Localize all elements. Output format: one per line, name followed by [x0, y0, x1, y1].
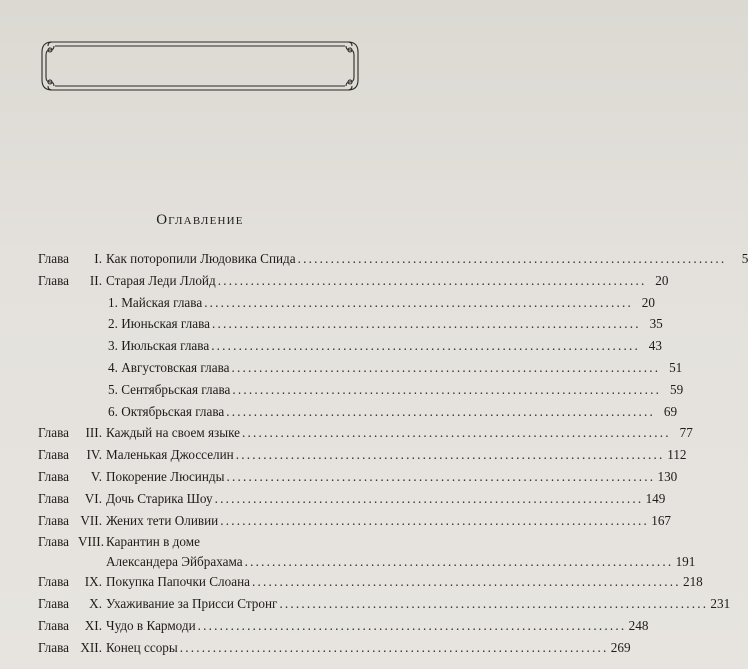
chapter-number: X.: [89, 596, 102, 612]
dot-leader: ..............................................................................: [297, 251, 727, 266]
page-number: 43: [648, 338, 662, 354]
toc-entry-10: [38, 593, 731, 615]
page-number: 248: [628, 617, 649, 633]
toc-entry-11: [38, 615, 649, 637]
toc-entry-8: [38, 531, 696, 571]
dot-leader: ..............................................................................: [242, 425, 671, 441]
page-number: 112: [667, 447, 687, 463]
page-number: 20: [641, 294, 655, 310]
dot-leader: ..............................................................................: [220, 512, 650, 528]
chapter-title-line2-row: [106, 551, 695, 572]
chapter-title: Дочь Старика Шоу: [106, 490, 213, 506]
chapter-word: Глава: [38, 447, 69, 463]
toc-entry-2: [38, 270, 669, 292]
chapter-title-line2: Александера Эйбрахама: [106, 554, 243, 570]
chapter-title-line1: Карантин в доме: [106, 534, 200, 550]
chapter-word: Глава: [38, 574, 69, 590]
chapter-number: III.: [85, 425, 102, 441]
chapter-number: V.: [90, 468, 102, 484]
toc-entry-12: [38, 637, 631, 659]
page-number: 269: [610, 639, 631, 655]
dot-leader: ..............................................................................: [244, 554, 674, 570]
toc-entry-5: [38, 466, 678, 488]
subchapter-title: 5. Сентябрьская глава: [108, 381, 231, 397]
dot-leader: ..............................................................................: [226, 468, 656, 484]
toc-entry-3: [38, 422, 693, 444]
chapter-title: Конец ссоры: [106, 639, 178, 655]
chapter-word: Глава: [38, 425, 69, 441]
dot-leader: ..............................................................................: [204, 294, 633, 310]
page-number: 130: [657, 468, 678, 484]
dot-leader: ..............................................................................: [279, 596, 709, 612]
page-number: 51: [669, 359, 683, 375]
toc-entry-6: [38, 488, 666, 510]
chapter-number: VI.: [84, 490, 102, 506]
dot-leader: ..............................................................................: [214, 490, 644, 506]
page-number: 231: [710, 596, 731, 612]
chapter-word: Глава: [38, 617, 69, 633]
toc-entry-1: [38, 248, 748, 270]
subchapter-title: 6. Октябрьская глава: [108, 403, 225, 419]
dot-leader: ..............................................................................: [252, 574, 681, 590]
chapter-title: Старая Леди Ллойд: [106, 272, 216, 288]
page-number: 77: [679, 425, 693, 441]
toc-subentry-2: [38, 313, 663, 335]
toc-subentry-1: [38, 292, 655, 314]
dot-leader: ..............................................................................: [232, 381, 662, 397]
dot-leader: ..............................................................................: [235, 447, 665, 463]
chapter-title: Как поторопили Людовика Спида: [106, 251, 296, 266]
toc-subentry-4: [38, 357, 683, 379]
ornamental-frame: [38, 38, 362, 94]
chapter-title: Маленькая Джосселин: [106, 447, 234, 463]
page-number: 149: [645, 490, 666, 506]
toc-subentry-3: [38, 335, 662, 357]
chapter-number: VII.: [80, 512, 102, 528]
subchapter-title: 4. Августовская глава: [108, 359, 230, 375]
page-number: 167: [651, 512, 672, 528]
chapter-title: Каждый на своем языке: [106, 425, 241, 441]
chapter-word: Глава: [38, 468, 69, 484]
toc-entry-7: [38, 510, 672, 532]
chapter-word: Глава: [38, 490, 69, 506]
dot-leader: ..............................................................................: [231, 359, 661, 375]
chapter-number: XI.: [84, 617, 102, 633]
chapter-word: Глава: [38, 596, 69, 612]
dot-leader: ..............................................................................: [212, 316, 641, 332]
chapter-title: Жених тети Оливии: [106, 512, 219, 528]
chapter-number: IX.: [84, 574, 102, 590]
ornamental-frame-svg: [38, 38, 362, 94]
page-number: 20: [655, 272, 669, 288]
page-number: 218: [682, 574, 703, 590]
dot-leader: ..............................................................................: [226, 403, 656, 419]
chapter-title: Чудо в Кармоди: [106, 617, 196, 633]
chapter-word: Глава: [38, 251, 69, 266]
toc-subentry-5: [38, 379, 684, 401]
page-number: 69: [663, 403, 678, 419]
toc-subentry-6: [38, 401, 678, 423]
chapter-number: IV.: [86, 447, 102, 463]
subchapter-title: 3. Июльская глава: [108, 338, 210, 354]
chapter-number: I.: [94, 251, 102, 266]
chapter-number: II.: [89, 272, 102, 288]
chapter-title: Покупка Папочки Слоана: [106, 574, 250, 590]
chapter-word: Глава: [38, 534, 69, 550]
chapter-word: Глава: [38, 512, 69, 528]
subchapter-title: 1. Майская глава: [108, 294, 203, 310]
chapter-title: Ухаживание за Присси Стронг: [106, 596, 278, 612]
chapter-title-multiline: [106, 532, 695, 572]
toc-entry-4: [38, 444, 687, 466]
toc-entry-9: [38, 571, 703, 593]
dot-leader: ..............................................................................: [197, 617, 627, 633]
table-of-contents: [38, 248, 748, 659]
page-number: 59: [669, 381, 684, 397]
dot-leader: ..............................................................................: [217, 272, 647, 288]
page-number: 5: [741, 251, 748, 266]
chapter-word: Глава: [38, 639, 69, 655]
subchapter-title: 2. Июньская глава: [108, 316, 210, 332]
dot-leader: ..............................................................................: [211, 338, 640, 354]
chapter-number: VIII.: [78, 534, 104, 550]
page-number: 191: [675, 554, 696, 570]
page-number: 35: [649, 316, 663, 332]
dot-leader: ..............................................................................: [179, 639, 609, 655]
chapter-title: Покорение Люсинды: [106, 468, 225, 484]
toc-heading: Оглавление: [156, 212, 244, 228]
chapter-number: XII.: [80, 639, 102, 655]
chapter-word: Глава: [38, 272, 69, 288]
